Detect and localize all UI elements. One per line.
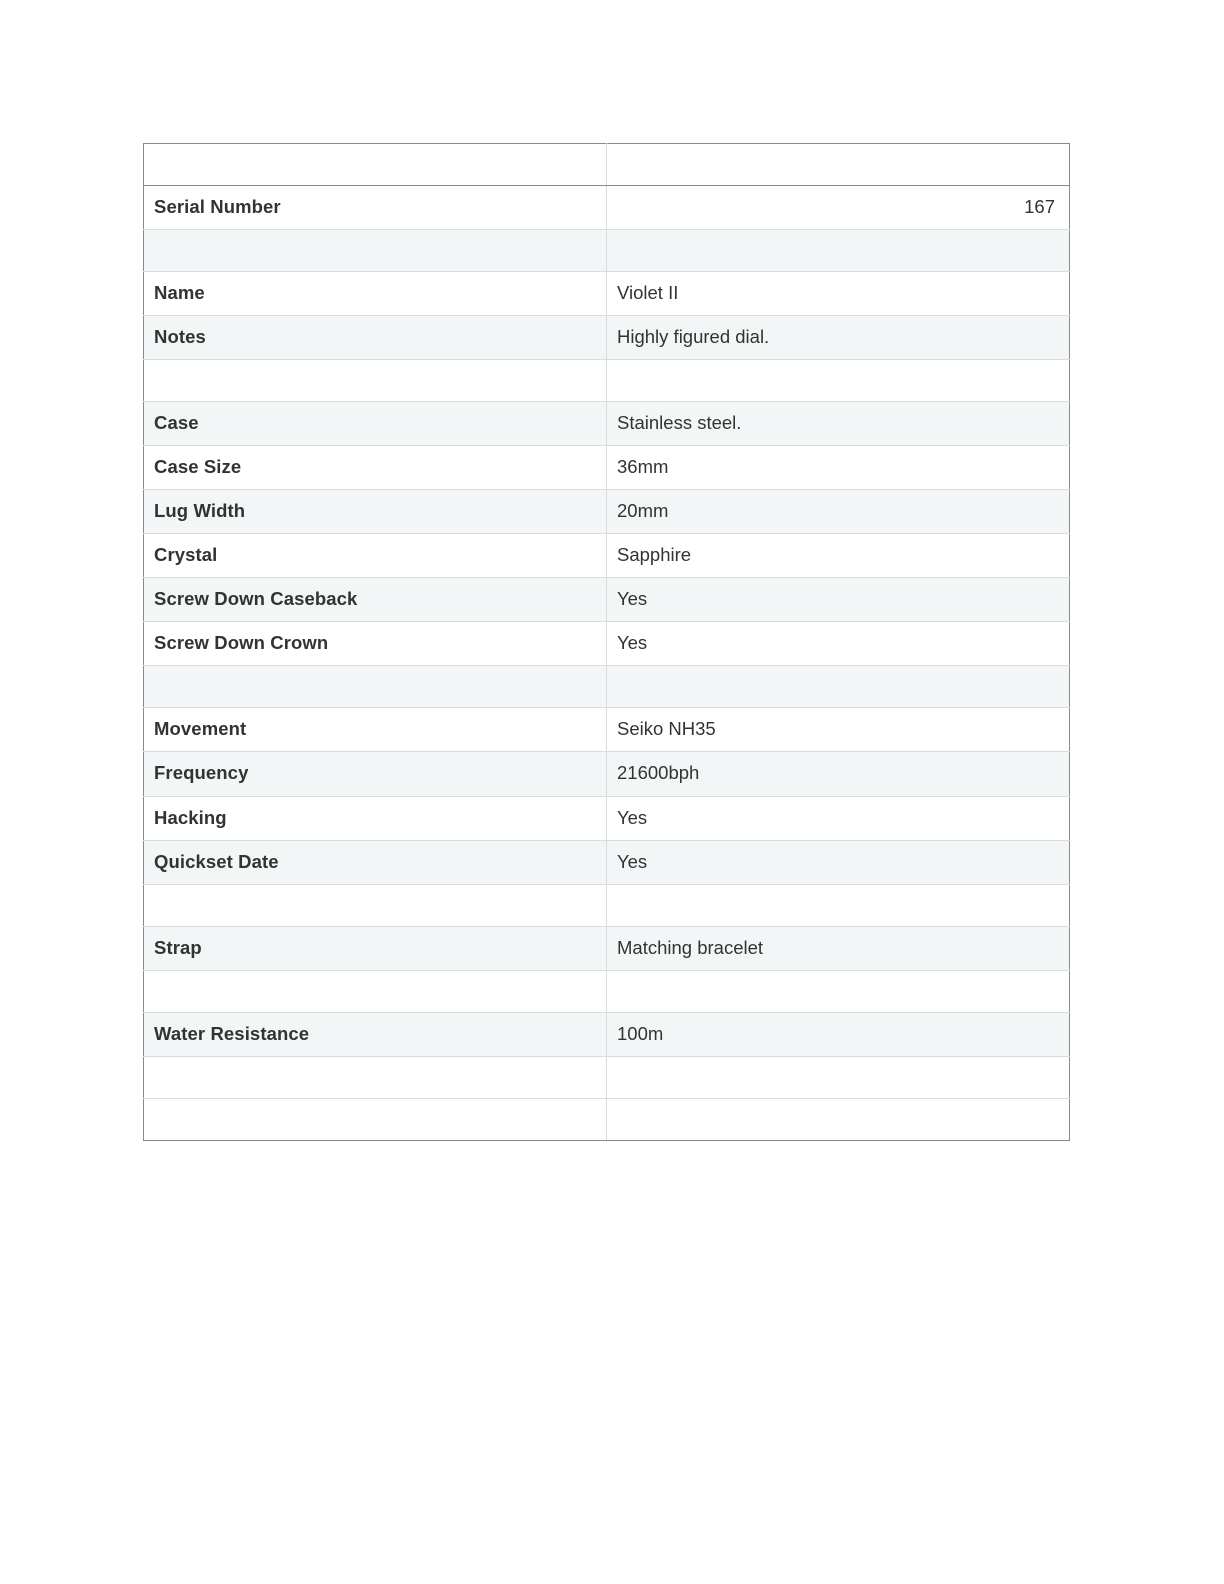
empty-cell — [607, 144, 1070, 186]
table-spacer-row — [144, 666, 1070, 708]
table-row — [144, 272, 1070, 316]
spec-value-cell: 21600bph — [607, 752, 1070, 796]
table-spacer-row — [144, 884, 1070, 926]
spec-value-cell: Matching bracelet — [607, 926, 1070, 970]
empty-cell — [607, 230, 1070, 272]
table-spacer-row — [144, 1098, 1070, 1140]
spec-label-cell: Case Size — [144, 446, 607, 490]
empty-cell — [144, 1056, 607, 1098]
empty-cell — [144, 144, 607, 186]
spec-value-cell: Highly figured dial. — [607, 316, 1070, 360]
spec-label-cell: Crystal — [144, 534, 607, 578]
empty-cell — [607, 360, 1070, 402]
table-row — [144, 622, 1070, 666]
spec-label-cell: Hacking — [144, 796, 607, 840]
spec-label-cell: Screw Down Crown — [144, 622, 607, 666]
table-spacer-row — [144, 970, 1070, 1012]
table-spacer-row — [144, 360, 1070, 402]
spec-value-cell: 20mm — [607, 490, 1070, 534]
empty-cell — [144, 666, 607, 708]
spec-value-cell: Yes — [607, 622, 1070, 666]
empty-cell — [144, 884, 607, 926]
table-row — [144, 186, 1070, 230]
table-row — [144, 926, 1070, 970]
empty-cell — [607, 970, 1070, 1012]
table-row — [144, 752, 1070, 796]
spec-label-cell: Quickset Date — [144, 840, 607, 884]
empty-cell — [607, 1056, 1070, 1098]
spec-label-cell: Movement — [144, 708, 607, 752]
spec-value-cell: 100m — [607, 1012, 1070, 1056]
spec-table-container — [143, 143, 1069, 1141]
spec-value-cell: 167 — [607, 186, 1070, 230]
spec-label-cell: Lug Width — [144, 490, 607, 534]
table-row — [144, 534, 1070, 578]
spec-label-cell: Serial Number — [144, 186, 607, 230]
table-row — [144, 1012, 1070, 1056]
spec-value-cell: Yes — [607, 578, 1070, 622]
table-row — [144, 578, 1070, 622]
table-row — [144, 708, 1070, 752]
spec-value-cell: Seiko NH35 — [607, 708, 1070, 752]
spec-value-cell: Violet II — [607, 272, 1070, 316]
spec-label-cell: Strap — [144, 926, 607, 970]
watch-specification-table — [143, 143, 1070, 1141]
spec-value-cell: Sapphire — [607, 534, 1070, 578]
table-row — [144, 840, 1070, 884]
empty-cell — [607, 1098, 1070, 1140]
spec-value-cell: 36mm — [607, 446, 1070, 490]
empty-cell — [144, 230, 607, 272]
spec-table-body — [144, 144, 1070, 1141]
empty-cell — [144, 970, 607, 1012]
table-row — [144, 316, 1070, 360]
table-spacer-row — [144, 144, 1070, 186]
spec-label-cell: Notes — [144, 316, 607, 360]
empty-cell — [144, 360, 607, 402]
table-row — [144, 490, 1070, 534]
empty-cell — [607, 884, 1070, 926]
table-spacer-row — [144, 230, 1070, 272]
spec-value-cell: Yes — [607, 840, 1070, 884]
empty-cell — [144, 1098, 607, 1140]
table-row — [144, 446, 1070, 490]
spec-value-cell: Stainless steel. — [607, 402, 1070, 446]
spec-label-cell: Frequency — [144, 752, 607, 796]
table-spacer-row — [144, 1056, 1070, 1098]
spec-label-cell: Name — [144, 272, 607, 316]
empty-cell — [607, 666, 1070, 708]
spec-label-cell: Water Resistance — [144, 1012, 607, 1056]
spec-label-cell: Screw Down Caseback — [144, 578, 607, 622]
spec-value-cell: Yes — [607, 796, 1070, 840]
table-row — [144, 796, 1070, 840]
spec-label-cell: Case — [144, 402, 607, 446]
table-row — [144, 402, 1070, 446]
